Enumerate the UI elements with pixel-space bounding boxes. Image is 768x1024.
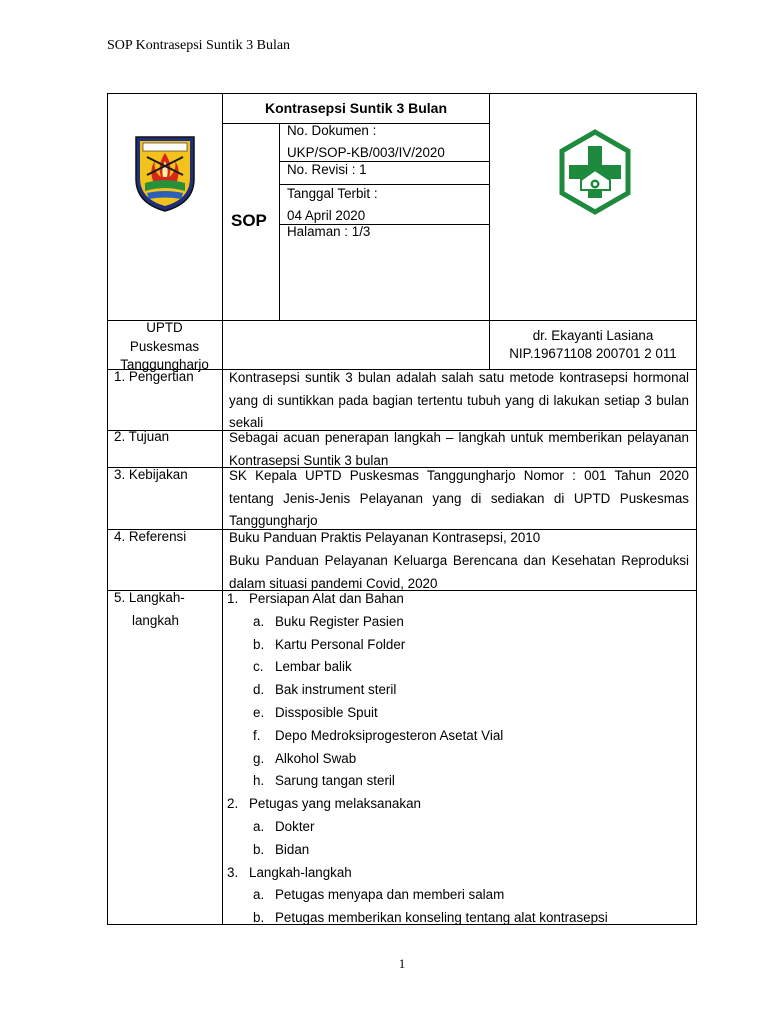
halaman: Halaman : 1/3 bbox=[287, 224, 371, 239]
puskesmas-logo bbox=[558, 128, 632, 221]
sub-step-letter: c. bbox=[253, 659, 264, 675]
sub-step-text: Petugas menyapa dan memberi salam bbox=[275, 887, 505, 903]
sub-step-text: Sarung tangan steril bbox=[275, 773, 395, 789]
tanggal-terbit-label: Tanggal Terbit : bbox=[287, 186, 378, 201]
sub-step-text: Buku Register Pasien bbox=[275, 613, 404, 629]
sop-table bbox=[107, 93, 697, 925]
signer-name: dr. Ekayanti Lasiana bbox=[532, 328, 654, 343]
sub-step-letter: d. bbox=[253, 682, 265, 698]
org-line-2: Puskesmas bbox=[129, 339, 200, 354]
langkah-label-2: langkah bbox=[132, 613, 179, 628]
sub-step-text: Bidan bbox=[275, 841, 310, 857]
running-header: SOP Kontrasepsi Suntik 3 Bulan bbox=[107, 38, 291, 53]
langkah-label-1: 5. Langkah- bbox=[114, 590, 185, 605]
sub-step-letter: a. bbox=[253, 819, 265, 834]
step-number: 2. bbox=[227, 796, 239, 812]
sub-step-letter: a. bbox=[253, 887, 265, 903]
tujuan-label: 2. Tujuan bbox=[114, 429, 170, 444]
sub-step-text: Petugas memberikan konseling tentang alat kontrasepsi bbox=[275, 910, 608, 926]
sub-step-text: Bak instrument steril bbox=[275, 682, 397, 698]
sub-step-letter: h. bbox=[253, 773, 265, 789]
sub-step-letter: b. bbox=[253, 910, 265, 926]
no-dokumen-value: UKP/SOP-KB/003/IV/2020 bbox=[287, 145, 445, 160]
kebijakan-text: SK Kepala UPTD Puskesmas Tanggungharjo Nomor : 001 Tahun 2020 tentang Jenis-Jenis Pelayanan yang di sediakan di UPTD Puskesmas Tanggungharjo bbox=[229, 468, 689, 529]
sub-step-text: Kartu Personal Folder bbox=[275, 636, 406, 652]
sub-step-letter: b. bbox=[253, 841, 265, 857]
tanggal-terbit-value: 04 April 2020 bbox=[287, 208, 366, 223]
sub-step-letter: g. bbox=[253, 750, 265, 766]
sop-label: SOP bbox=[231, 211, 267, 230]
tujuan-text: Sebagai acuan penerapan langkah – langkah untuk memberikan pelayanan Kontrasepsi Suntik 3 bulan bbox=[229, 430, 689, 468]
pengertian-text: Kontrasepsi suntik 3 bulan adalah salah satu metode kontrasepsi hormonal yang di suntikkan pada bagian tertentu tubuh yang di lakukan setiap 3 bulan sekali bbox=[229, 370, 689, 431]
signer-nip: NIP.19671108 200701 2 011 bbox=[509, 346, 677, 361]
no-dokumen-label: No. Dokumen : bbox=[287, 123, 377, 138]
referensi-text-2: Buku Panduan Pelayanan Keluarga Berencana dan Kesehatan Reproduksi dalam situasi pandemi Covid, 2020 bbox=[229, 553, 689, 591]
pengertian-label: 1. Pengertian bbox=[114, 369, 194, 384]
kabupaten-seal-logo bbox=[133, 131, 197, 218]
sub-step-text: Depo Medroksiprogesteron Asetat Vial bbox=[275, 727, 504, 743]
sub-step-text: Dokter bbox=[275, 819, 315, 834]
sub-step-letter: a. bbox=[253, 613, 265, 629]
sub-step-text: Dissposible Spuit bbox=[275, 705, 378, 720]
document-title: Kontrasepsi Suntik 3 Bulan bbox=[264, 100, 448, 116]
sub-step-text: Alkohol Swab bbox=[275, 750, 357, 766]
step-number: 1. bbox=[227, 591, 239, 606]
sub-step-letter: f. bbox=[253, 727, 261, 743]
kebijakan-label: 3. Kebijakan bbox=[114, 467, 188, 482]
sub-step-letter: b. bbox=[253, 636, 265, 652]
referensi-text-1: Buku Panduan Praktis Pelayanan Kontrasepsi, 2010 bbox=[229, 530, 541, 545]
referensi-label: 4. Referensi bbox=[114, 529, 187, 544]
no-revisi: No. Revisi : 1 bbox=[287, 162, 367, 177]
sub-step-letter: e. bbox=[253, 705, 265, 720]
sub-step-text: Lembar balik bbox=[275, 659, 352, 675]
org-line-3: Tanggungharjo bbox=[120, 357, 209, 372]
step-title: Langkah-langkah bbox=[249, 864, 352, 880]
org-line-1: UPTD bbox=[146, 320, 183, 335]
step-title: Persiapan Alat dan Bahan bbox=[249, 591, 404, 606]
step-title: Petugas yang melaksanakan bbox=[249, 796, 421, 812]
step-number: 3. bbox=[227, 864, 239, 880]
page-number: 1 bbox=[398, 956, 406, 971]
